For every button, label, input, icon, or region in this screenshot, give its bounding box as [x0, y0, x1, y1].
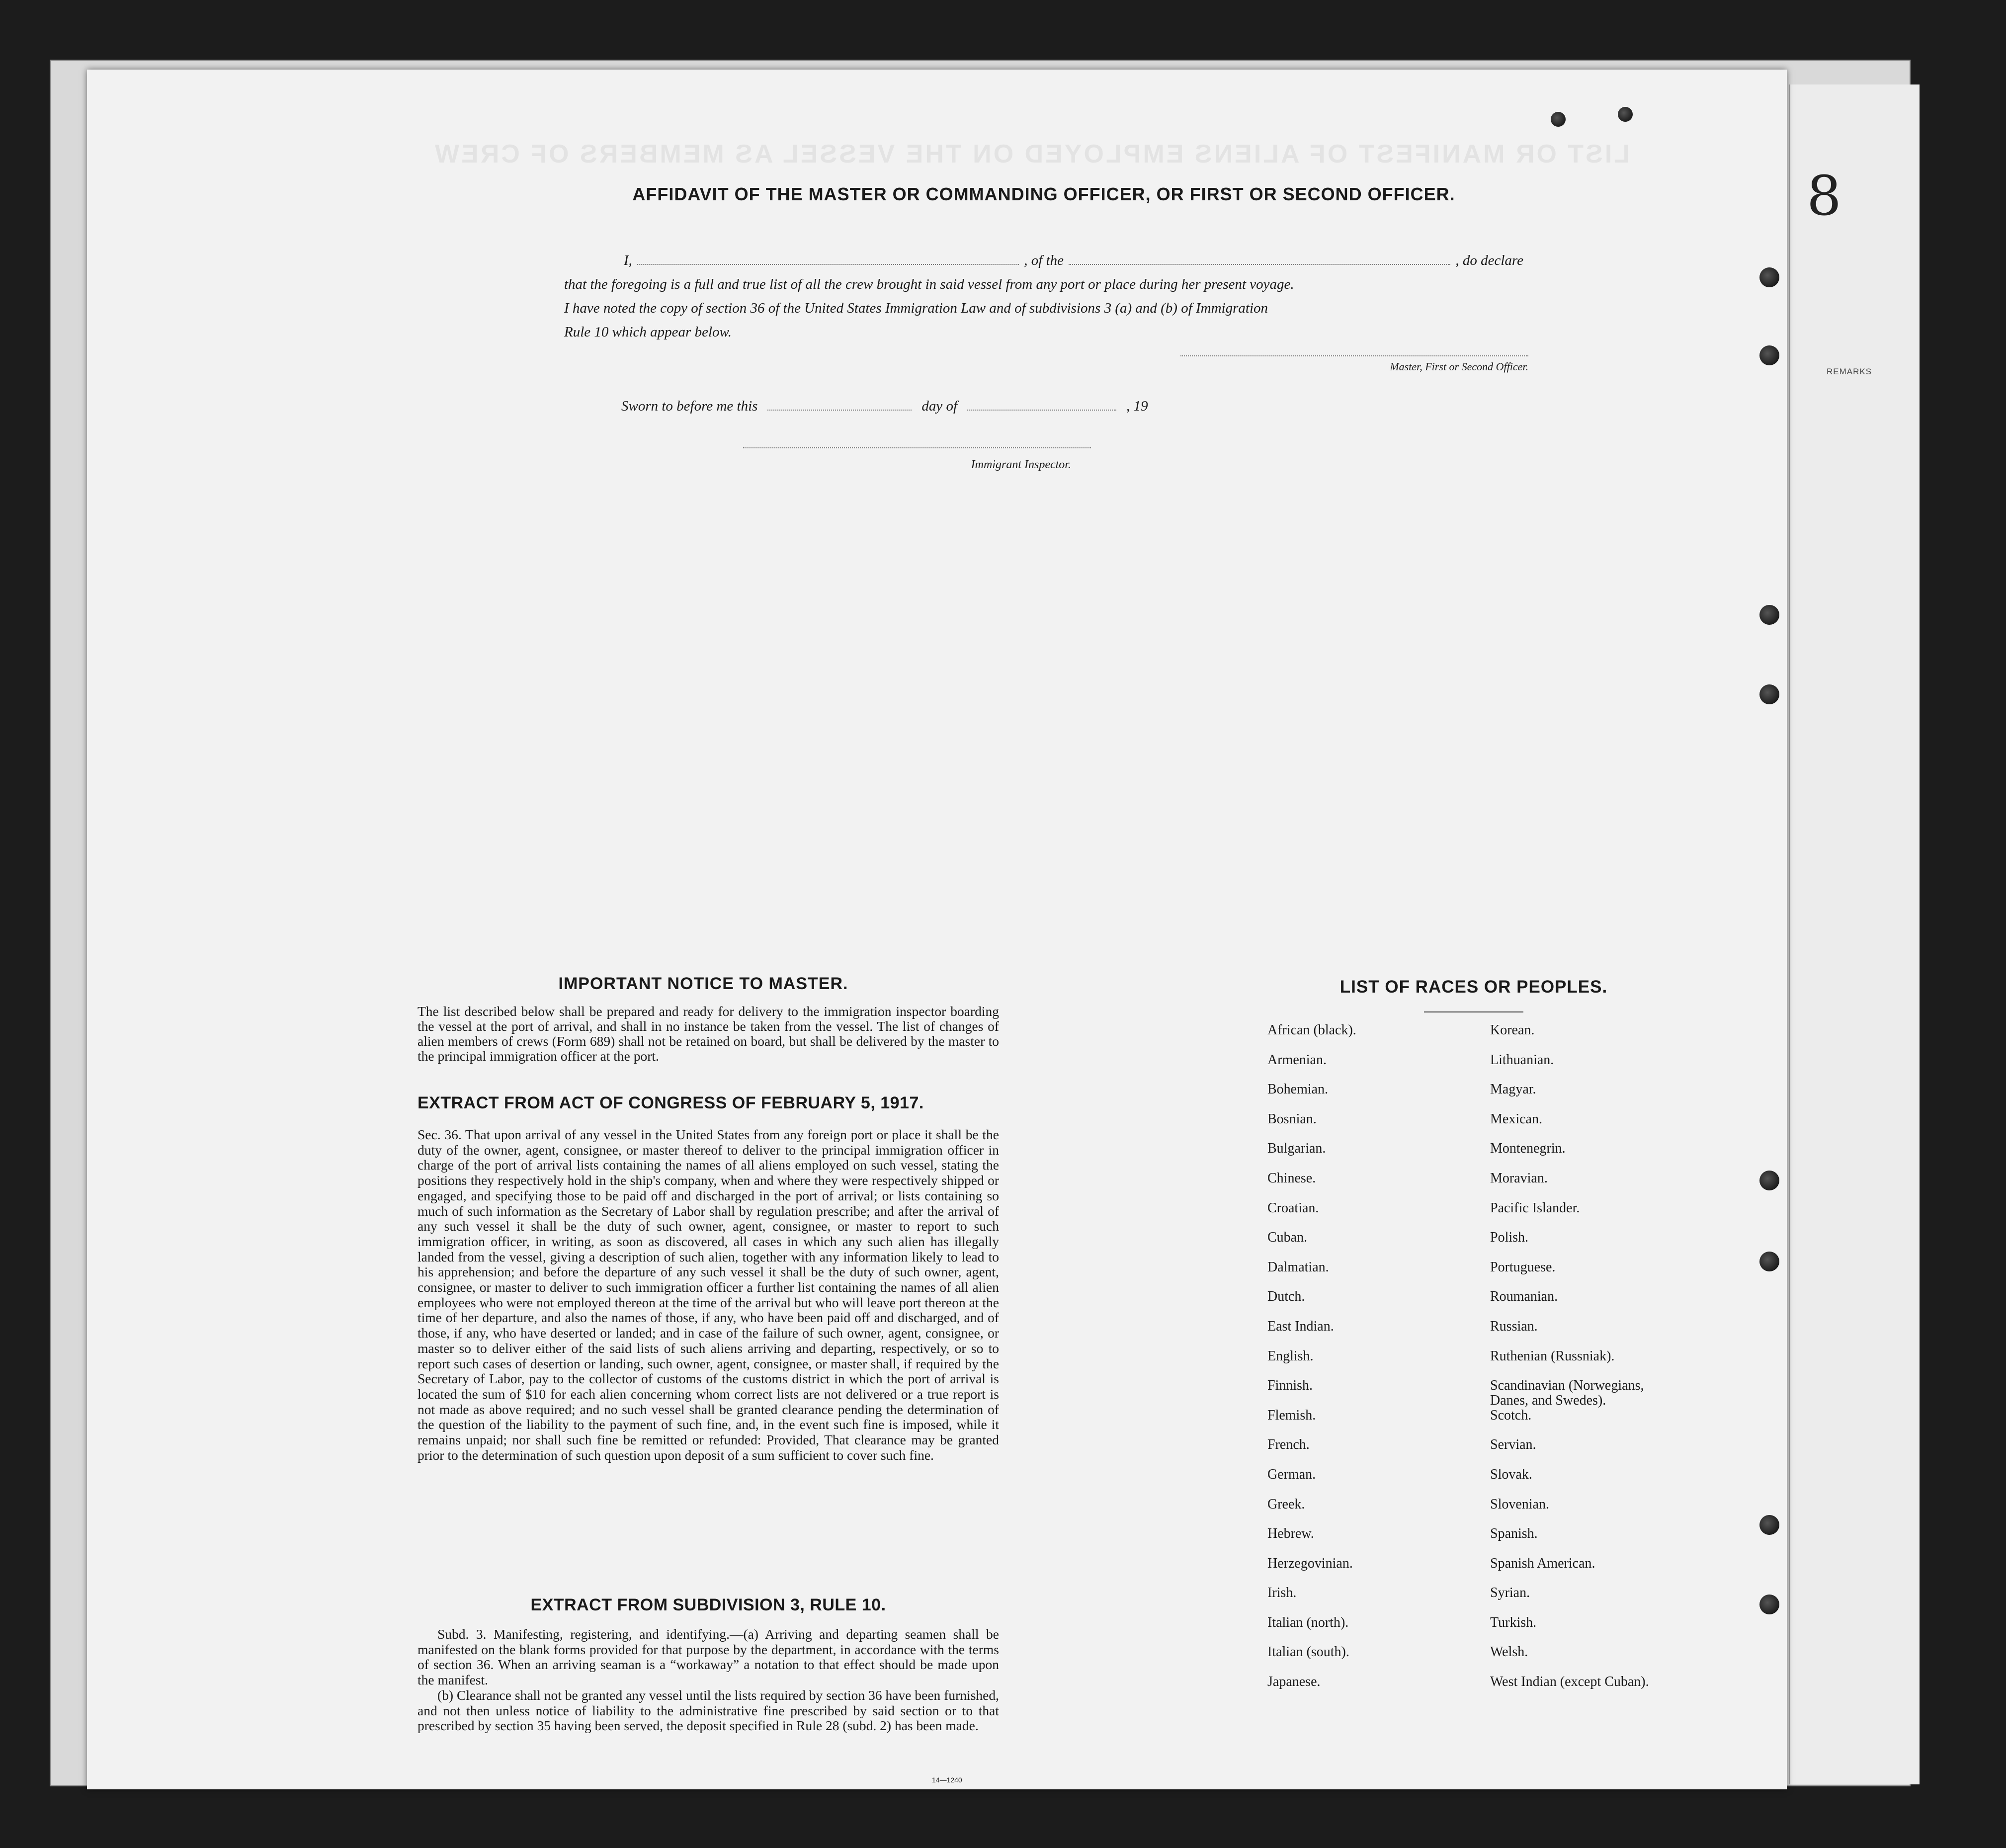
race-item: Slovak. [1490, 1466, 1532, 1482]
race-item: Russian. [1490, 1318, 1538, 1334]
race-item: African (black). [1267, 1022, 1356, 1038]
race-item: Hebrew. [1267, 1526, 1314, 1542]
punch-hole [1759, 1515, 1779, 1535]
race-item: Polish. [1490, 1230, 1529, 1246]
race-item: Flemish. [1267, 1407, 1316, 1423]
race-item: Herzegovinian. [1267, 1555, 1353, 1571]
affidavit-page [87, 70, 1841, 1789]
race-item: Montenegrin. [1490, 1141, 1566, 1157]
race-item: Greek. [1267, 1496, 1305, 1512]
vessel-name-blank[interactable] [1069, 252, 1450, 265]
sworn-prefix: Sworn to before me this [621, 398, 758, 414]
affidavit-text [564, 249, 1523, 344]
form-number: 14—1240 [932, 1776, 962, 1784]
rule-paragraph-a: Subd. 3. Manifesting, registering, and identifying.—(a) Arriving and departing seamen shall be manifested on the blank forms provided for that purpose by the department, in accordance with the terms of section 36. When an arriving seaman is a “workaway” a notation to that effect should be made upon the manifest. [418, 1626, 999, 1688]
races-list-left [1267, 1023, 1486, 1704]
punch-hole [1759, 684, 1779, 704]
bleed-through-header: LIST OR MANIFEST OF ALIENS EMPLOYED ON THE VESSEL AS MEMBERS OF CREW [433, 140, 1630, 168]
punch-hole [1759, 345, 1779, 365]
affidavit-title: AFFIDAVIT OF THE MASTER OR COMMANDING OFFICER, OR FIRST OR SECOND OFFICER. [632, 184, 1455, 204]
race-item: Ruthenian (Russniak). [1490, 1348, 1615, 1364]
act-extract-title: EXTRACT FROM ACT OF CONGRESS OF FEBRUARY 5, 1917. [418, 1093, 924, 1112]
race-item: Welsh. [1490, 1644, 1528, 1660]
race-item: Bulgarian. [1267, 1141, 1326, 1157]
race-item: Dutch. [1267, 1289, 1305, 1305]
races-title: LIST OF RACES OR PEOPLES. [1339, 977, 1608, 997]
affidavit-line-3: I have noted the copy of section 36 of the United States Immigration Law and of subdivisions 3 (a) and (b) of Immigration [564, 300, 1268, 316]
race-item: Cuban. [1267, 1230, 1308, 1246]
race-item: Spanish. [1490, 1526, 1538, 1542]
race-item: Lithuanian. [1490, 1052, 1554, 1068]
race-item: Slovenian. [1490, 1496, 1549, 1512]
race-item: Scandinavian (Norwegians, Danes, and Swedes). [1490, 1378, 1644, 1409]
inspector-signature-caption: Immigrant Inspector. [971, 458, 1071, 471]
race-item: East Indian. [1267, 1318, 1334, 1334]
race-item: Japanese. [1267, 1674, 1321, 1690]
affidavit-line-4: Rule 10 which appear below. [564, 324, 732, 340]
master-signature-block [1180, 355, 1528, 373]
officer-name-blank[interactable] [637, 252, 1019, 265]
race-item: Scotch. [1490, 1407, 1532, 1423]
race-item: French. [1267, 1437, 1310, 1453]
affidavit-i: I, [624, 252, 632, 268]
act-extract-body: Sec. 36. That upon arrival of any vessel in the United States from any foreign port or place it shall be the duty of the owner, agent, consignee, or master thereof to deliver to the principal immigration officer in charge of the port of arrival lists containing the names of all aliens employed on such vessel, stating the positions they respectively hold in the ship's company, when and where they were respectively shipped or engaged, and specifying those to be paid off and discharged in the port of arrival; or lists containing so much of such information as the Secretary of Labor shall by regulation prescribe; and after the arrival of any such vessel it shall be the duty of such owner, agent, consignee, or master to report to such immigration officer, in writing, as soon as discovered, all cases in which any such alien has illegally landed from the vessel, giving a description of such alien, together with any information likely to lead to his apprehension; and before the departure of any such vessel it shall be the duty of such owner, agent, consignee, or master to deliver to such immigration officer a further list containing the names of all alien employees who were not employed thereon at the time of the arrival but who will leave port thereon at the time of her departure, and also the names of those, if any, who have been paid off and discharged, and of those, if any, who have deserted or landed; and in case of the failure of such owner, agent, consignee, or master so to deliver either of the said lists of such aliens arriving and departing, respectively, or so to report such cases of desertion or landing, such owner, agent, consignee, or master shall, if required by the Secretary of Labor, pay to the collector of customs of the customs district in which the port of arrival is located the sum of $10 for each alien concerning whom correct lists are not delivered or a true report is not made as above required; and no such vessel shall be granted clearance pending the determination of the question of the liability to the payment of such fine, and, in the event such fine is imposed, while it remains unpaid; nor shall such fine be remitted or refunded: Provided, That clearance may be granted prior to the determination of such question upon deposit of a sum sufficient to cover such fine. [418, 1127, 999, 1463]
race-item: Korean. [1490, 1022, 1535, 1038]
races-title-rule [1424, 1011, 1523, 1012]
race-item: Chinese. [1267, 1170, 1316, 1186]
rule-extract-body [418, 1627, 999, 1734]
races-list-right [1490, 1023, 1709, 1704]
rule-paragraph-b: (b) Clearance shall not be granted any vessel until the lists required by section 36 have been furnished, and not then unless notice of liability to the administrative fine prescribed by said section or to that prescribed by section 35 having been served, the deposit specified in Rule 28 (subd. 2) has been made. [418, 1687, 999, 1734]
race-item: Turkish. [1490, 1614, 1537, 1630]
race-item: West Indian (except Cuban). [1490, 1674, 1649, 1690]
inspector-signature-block [743, 447, 1091, 472]
race-item: Bohemian. [1267, 1082, 1329, 1097]
race-item: Bosnian. [1267, 1111, 1317, 1127]
inspector-signature-line[interactable] [743, 447, 1091, 448]
notice-title: IMPORTANT NOTICE TO MASTER. [558, 974, 848, 993]
punch-hole [1759, 605, 1779, 625]
sworn-month-blank[interactable] [967, 398, 1116, 411]
race-item: Portuguese. [1490, 1259, 1556, 1275]
sworn-day-of: day of [921, 398, 958, 414]
race-item: Spanish American. [1490, 1555, 1595, 1571]
affidavit-line-1 [564, 249, 1523, 272]
master-signature-line[interactable] [1180, 355, 1528, 356]
affidavit-of-the: , of the [1024, 252, 1064, 268]
sworn-day-blank[interactable] [767, 398, 912, 411]
race-item: German. [1267, 1466, 1316, 1482]
punch-hole [1759, 1252, 1779, 1271]
race-item: Italian (north). [1267, 1614, 1349, 1630]
handwritten-page-number: 8 [1807, 164, 1841, 228]
master-signature-caption: Master, First or Second Officer. [1390, 360, 1528, 373]
race-item: Irish. [1267, 1585, 1297, 1601]
punch-hole [1618, 107, 1633, 122]
race-item: Syrian. [1490, 1585, 1530, 1601]
race-item: Pacific Islander. [1490, 1200, 1580, 1216]
remarks-column-label: REMARKS [1827, 367, 1872, 376]
sworn-year: , 19 [1126, 398, 1148, 414]
race-item: Finnish. [1267, 1378, 1313, 1394]
race-item: Mexican. [1490, 1111, 1542, 1127]
race-item: Italian (south). [1267, 1644, 1349, 1660]
rule-extract-title: EXTRACT FROM SUBDIVISION 3, RULE 10. [530, 1596, 886, 1614]
race-item: Servian. [1490, 1437, 1536, 1453]
race-item: Croatian. [1267, 1200, 1319, 1216]
punch-hole [1551, 112, 1566, 127]
race-item: Moravian. [1490, 1170, 1548, 1186]
punch-hole [1759, 1595, 1779, 1614]
race-item: Armenian. [1267, 1052, 1327, 1068]
punch-hole [1759, 1171, 1779, 1190]
race-item: Roumanian. [1490, 1289, 1558, 1305]
race-item: Magyar. [1490, 1082, 1536, 1097]
sworn-statement [621, 398, 1148, 415]
underlying-sheet-edge [1789, 84, 1920, 1784]
race-item: Dalmatian. [1267, 1259, 1329, 1275]
race-item: English. [1267, 1348, 1314, 1364]
punch-hole [1759, 267, 1779, 287]
affidavit-line-2: that the foregoing is a full and true list of all the crew brought in said vessel from any port or place during her present voyage. [564, 276, 1294, 292]
affidavit-do-declare: , do declare [1455, 252, 1523, 268]
notice-body: The list described below shall be prepared and ready for delivery to the immigration inspector boarding the vessel at the port of arrival, and shall in no instance be taken from the vessel. The list of changes of alien members of crews (Form 689) shall not be retained on board, but shall be delivered by the master to the principal immigration officer at the port. [418, 1004, 999, 1064]
